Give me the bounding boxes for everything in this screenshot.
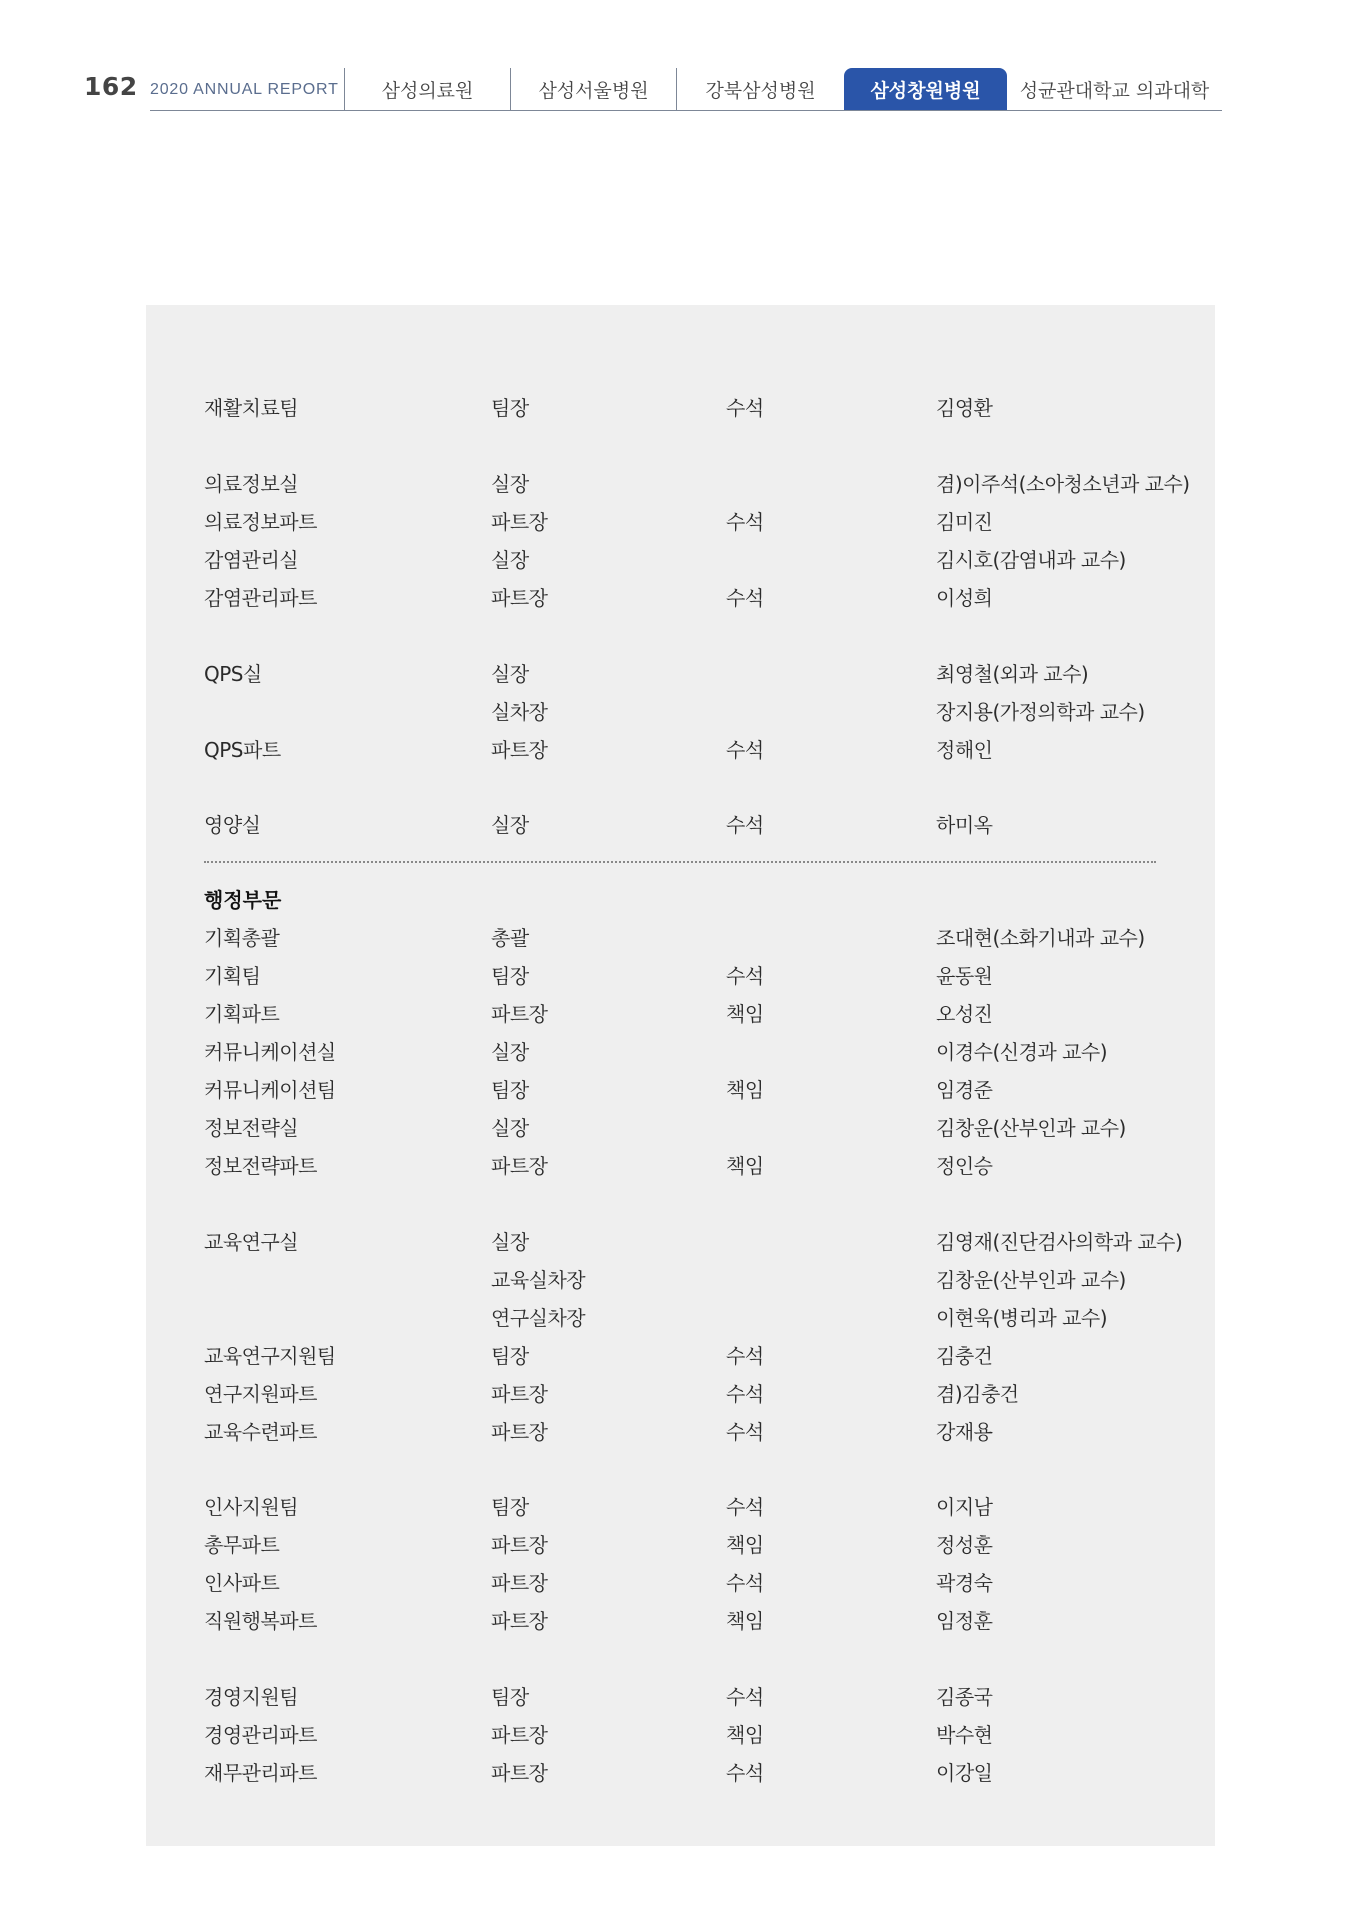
position-cell: 실장 — [491, 1116, 529, 1140]
table-row — [146, 1151, 1215, 1181]
table-row — [146, 1568, 1215, 1598]
page-header — [0, 0, 1357, 120]
dept-cell: 직원행복파트 — [204, 1609, 317, 1633]
dept-cell: 기획총괄 — [204, 926, 280, 950]
position-cell: 파트장 — [491, 1002, 548, 1026]
rank-cell: 수석 — [726, 1344, 764, 1368]
name-cell: 임정훈 — [936, 1609, 993, 1633]
header-rule — [150, 110, 1222, 111]
section-divider — [204, 861, 1156, 863]
rank-cell: 수석 — [726, 396, 764, 420]
table-row — [146, 1227, 1215, 1257]
name-cell: 이성희 — [936, 586, 993, 610]
position-cell: 파트장 — [491, 1723, 548, 1747]
table-row — [146, 697, 1215, 727]
name-cell: 오성진 — [936, 1002, 993, 1026]
rank-cell: 수석 — [726, 1382, 764, 1406]
position-cell: 총괄 — [491, 926, 529, 950]
position-cell: 실차장 — [491, 700, 548, 724]
dept-cell: 교육연구실 — [204, 1230, 299, 1254]
name-cell: 윤동원 — [936, 964, 993, 988]
dept-cell: 기획파트 — [204, 1002, 280, 1026]
dept-cell: 감염관리실 — [204, 548, 299, 572]
rank-cell: 책임 — [726, 1078, 764, 1102]
name-cell: 최영철(외과 교수) — [936, 662, 1089, 686]
dept-cell: 기획팀 — [204, 964, 261, 988]
dept-cell: 연구지원파트 — [204, 1382, 317, 1406]
position-cell: 파트장 — [491, 1382, 548, 1406]
dept-cell: 재무관리파트 — [204, 1761, 317, 1785]
table-row — [146, 1606, 1215, 1636]
tab-samsung-seoul-hospital[interactable]: 삼성서울병원 — [510, 68, 676, 110]
name-cell: 임경준 — [936, 1078, 993, 1102]
dept-cell: 의료정보파트 — [204, 510, 317, 534]
name-cell: 김창운(산부인과 교수) — [936, 1116, 1126, 1140]
table-row — [146, 1379, 1215, 1409]
name-cell: 김시호(감염내과 교수) — [936, 548, 1126, 572]
name-cell: 조대현(소화기내과 교수) — [936, 926, 1145, 950]
position-cell: 파트장 — [491, 738, 548, 762]
rank-cell: 수석 — [726, 1761, 764, 1785]
tab-skku-medicine[interactable]: 성균관대학교 의과대학 — [1019, 79, 1210, 102]
position-cell: 팀장 — [491, 396, 529, 420]
report-title: 2020 ANNUAL REPORT — [150, 81, 339, 98]
position-cell: 파트장 — [491, 1571, 548, 1595]
table-row — [146, 1341, 1215, 1371]
table-row — [146, 810, 1215, 840]
table-row — [146, 1530, 1215, 1560]
dept-cell: 교육연구지원팀 — [204, 1344, 336, 1368]
name-cell: 하미옥 — [936, 813, 993, 837]
table-row — [146, 961, 1215, 991]
position-cell: 파트장 — [491, 1533, 548, 1557]
rank-cell: 수석 — [726, 1495, 764, 1519]
name-cell: 이경수(신경과 교수) — [936, 1040, 1108, 1064]
position-cell: 실장 — [491, 813, 529, 837]
position-cell: 팀장 — [491, 1344, 529, 1368]
rank-cell: 책임 — [726, 1723, 764, 1747]
dept-cell: QPS실 — [204, 662, 262, 686]
table-row — [146, 1492, 1215, 1522]
name-cell: 정인승 — [936, 1154, 993, 1178]
name-cell: 박수현 — [936, 1723, 993, 1747]
rank-cell: 수석 — [726, 1571, 764, 1595]
position-cell: 실장 — [491, 1230, 529, 1254]
rank-cell: 수석 — [726, 964, 764, 988]
rank-cell: 수석 — [726, 738, 764, 762]
position-cell: 팀장 — [491, 1495, 529, 1519]
position-cell: 실장 — [491, 472, 529, 496]
rank-cell: 책임 — [726, 1609, 764, 1633]
tab-samsung-medical-center[interactable]: 삼성의료원 — [344, 68, 510, 110]
position-cell: 파트장 — [491, 1609, 548, 1633]
rank-cell: 수석 — [726, 1420, 764, 1444]
rank-cell: 책임 — [726, 1002, 764, 1026]
name-cell: 김충건 — [936, 1344, 993, 1368]
table-row — [146, 469, 1215, 499]
position-cell: 실장 — [491, 548, 529, 572]
dept-cell: 교육수련파트 — [204, 1420, 317, 1444]
name-cell: 정해인 — [936, 738, 993, 762]
dept-cell: 경영지원팀 — [204, 1685, 299, 1709]
table-row — [146, 545, 1215, 575]
page-number: 162 — [84, 72, 138, 101]
table-row — [146, 1113, 1215, 1143]
tab-kangbuk-samsung-hospital[interactable]: 강북삼성병원 — [676, 68, 844, 110]
rank-cell: 책임 — [726, 1533, 764, 1557]
table-row — [146, 659, 1215, 689]
name-cell: 강재용 — [936, 1420, 993, 1444]
hospital-tabs — [344, 68, 1222, 110]
table-row — [146, 1417, 1215, 1447]
table-row — [146, 1303, 1215, 1333]
name-cell: 정성훈 — [936, 1533, 993, 1557]
table-row — [146, 583, 1215, 613]
table-row — [146, 1758, 1215, 1788]
position-cell: 팀장 — [491, 964, 529, 988]
name-cell: 겸)이주석(소아청소년과 교수) — [936, 472, 1190, 496]
name-cell: 겸)김충건 — [936, 1382, 1019, 1406]
dept-cell: 총무파트 — [204, 1533, 280, 1557]
dept-cell: 커뮤니케이션팀 — [204, 1078, 336, 1102]
rank-cell: 수석 — [726, 1685, 764, 1709]
name-cell: 김영환 — [936, 396, 993, 420]
table-row — [146, 1682, 1215, 1712]
dept-cell: 정보전략실 — [204, 1116, 299, 1140]
position-cell: 팀장 — [491, 1685, 529, 1709]
position-cell: 팀장 — [491, 1078, 529, 1102]
name-cell: 김종국 — [936, 1685, 993, 1709]
section-title-administration: 행정부문 — [204, 888, 282, 912]
table-row — [146, 735, 1215, 765]
position-cell: 파트장 — [491, 1761, 548, 1785]
position-cell: 파트장 — [491, 586, 548, 610]
table-row — [146, 507, 1215, 537]
name-cell: 이현욱(병리과 교수) — [936, 1306, 1108, 1330]
dept-cell: 인사파트 — [204, 1571, 280, 1595]
staff-table-panel — [146, 305, 1215, 1846]
position-cell: 교육실차장 — [491, 1268, 586, 1292]
position-cell: 파트장 — [491, 1154, 548, 1178]
rank-cell: 수석 — [726, 813, 764, 837]
dept-cell: 인사지원팀 — [204, 1495, 299, 1519]
dept-cell: 재활치료팀 — [204, 396, 299, 420]
tab-samsung-changwon-hospital[interactable]: 삼성창원병원 — [844, 68, 1007, 110]
name-cell: 김영재(진단검사의학과 교수) — [936, 1230, 1183, 1254]
dept-cell: 의료정보실 — [204, 472, 299, 496]
dept-cell: QPS파트 — [204, 738, 281, 762]
position-cell: 실장 — [491, 662, 529, 686]
position-cell: 실장 — [491, 1040, 529, 1064]
table-row — [146, 1720, 1215, 1750]
table-row — [146, 1075, 1215, 1105]
name-cell: 김창운(산부인과 교수) — [936, 1268, 1126, 1292]
table-row — [146, 393, 1215, 423]
position-cell: 파트장 — [491, 510, 548, 534]
table-row — [146, 1265, 1215, 1295]
rank-cell: 수석 — [726, 586, 764, 610]
dept-cell: 경영관리파트 — [204, 1723, 317, 1747]
name-cell: 장지용(가정의학과 교수) — [936, 700, 1145, 724]
name-cell: 이지남 — [936, 1495, 993, 1519]
table-row — [146, 1037, 1215, 1067]
position-cell: 파트장 — [491, 1420, 548, 1444]
name-cell: 김미진 — [936, 510, 993, 534]
dept-cell: 정보전략파트 — [204, 1154, 317, 1178]
position-cell: 연구실차장 — [491, 1306, 586, 1330]
dept-cell: 커뮤니케이션실 — [204, 1040, 336, 1064]
name-cell: 이강일 — [936, 1761, 993, 1785]
dept-cell: 영양실 — [204, 813, 261, 837]
table-row — [146, 923, 1215, 953]
dept-cell: 감염관리파트 — [204, 586, 317, 610]
table-row — [146, 999, 1215, 1029]
name-cell: 곽경숙 — [936, 1571, 993, 1595]
rank-cell: 책임 — [726, 1154, 764, 1178]
rank-cell: 수석 — [726, 510, 764, 534]
